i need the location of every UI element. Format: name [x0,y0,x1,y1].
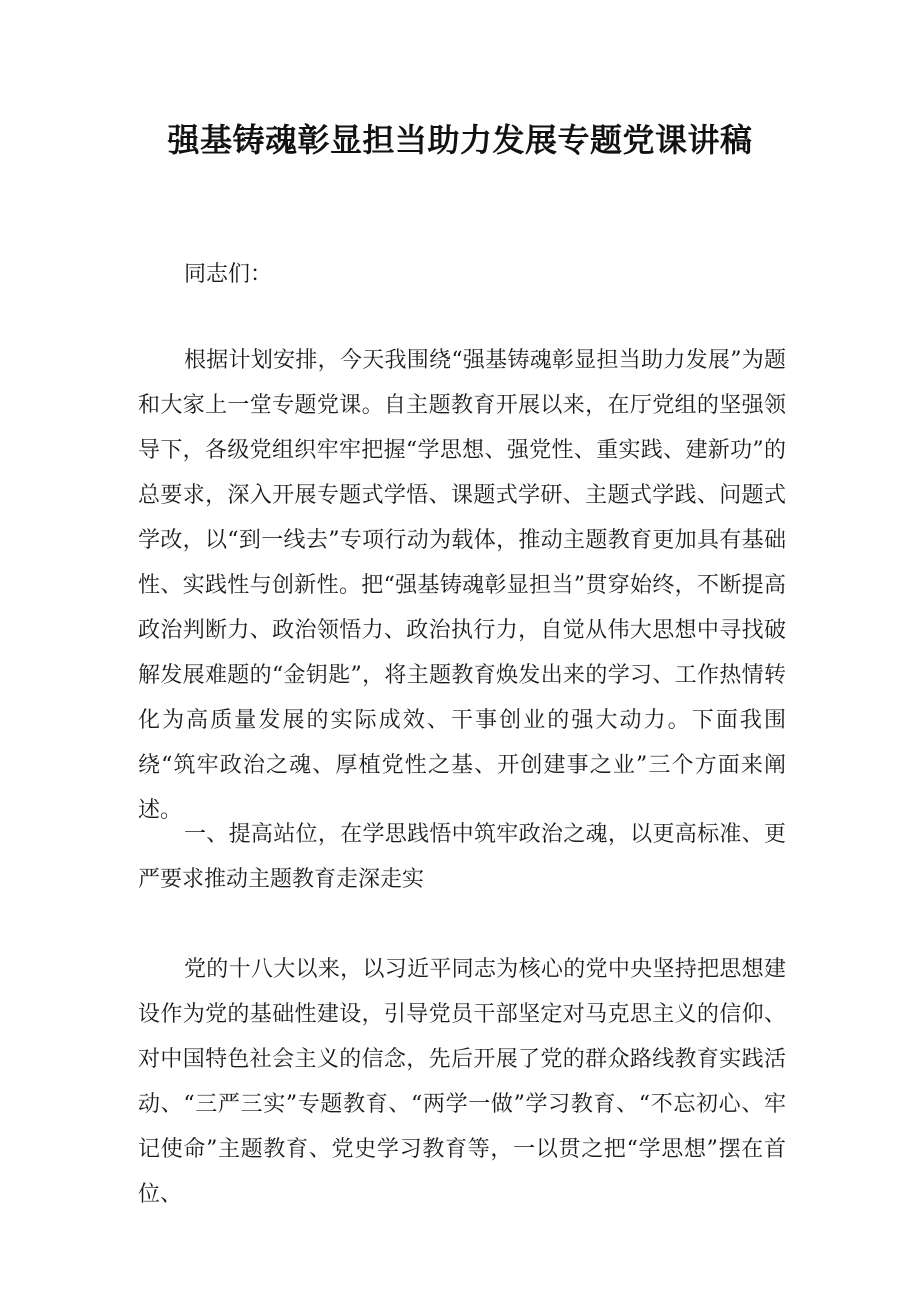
greeting: 同志们： [184,262,273,287]
document-title: 强基铸魂彰显担当助力发展专题党课讲稿 [167,121,753,159]
section-1-paragraph: 党的十八大以来，以习近平同志为核心的党中央坚持把思想建设作为党的基础性建设，引导党员干部坚定对马克思主义的信仰、对中国特色社会主义的信念，先后开展了党的群众路线教育实践活动、“三严三实”专题教育、“两学一做”学习教育、“不忘初心、牢记使命”主题教育、党史学习教育等，一以贯之把“学思想”摆在首位、 [138,957,786,1207]
section-heading-1: 一、提高站位，在学思践悟中筑牢政治之魂，以更高标准、更严要求推动主题教育走深走实 [138,822,786,892]
intro-paragraph: 根据计划安排，今天我围绕“强基铸魂彰显担当助力发展”为题和大家上一堂专题党课。自主题教育开展以来，在厅党组的坚强领导下，各级党组织牢牢把握“学思想、强党性、重实践、建新功”的总要求，深入开展专题式学悟、课题式学研、主题式学践、问题式学改，以“到一线去”专项行动为载体，推动主题教育更加具有基础性、实践性与创新性。把“强基铸魂彰显担当”贯穿始终，不断提高政治判断力、政治领悟力、政治执行力，自觉从伟大思想中寻找破解发展难题的“金钥匙”，将主题教育焕发出来的学习、工作热情转化为高质量发展的实际成效、干事创业的强大动力。下面我围绕“筑牢政治之魂、厚植党性之基、开创建事之业”三个方面来阐述。 [138,348,786,823]
